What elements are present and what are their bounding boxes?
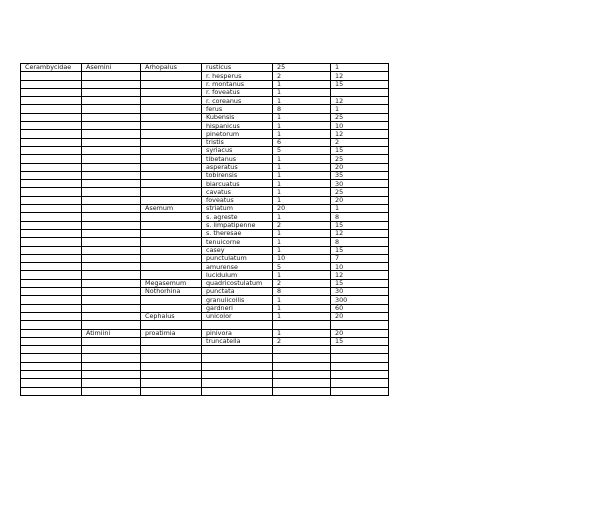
genus-cell xyxy=(141,213,202,221)
genus-cell xyxy=(141,246,202,254)
count-cell: 1 xyxy=(273,304,331,312)
family-cell xyxy=(21,146,82,154)
value-cell xyxy=(331,379,389,387)
tribe-cell xyxy=(82,246,141,254)
table-row xyxy=(21,105,389,113)
family-cell xyxy=(21,80,82,88)
table-row xyxy=(21,64,389,72)
genus-cell xyxy=(141,362,202,370)
tribe-cell xyxy=(82,130,141,138)
family-cell xyxy=(21,138,82,146)
value-cell: 25 xyxy=(331,155,389,163)
count-cell: 2 xyxy=(273,221,331,229)
species-cell: s. limpatipenne xyxy=(202,221,273,229)
genus-cell xyxy=(141,238,202,246)
table-row xyxy=(21,354,389,362)
count-cell xyxy=(273,321,331,329)
tribe-cell xyxy=(82,88,141,96)
count-cell: 1 xyxy=(273,229,331,237)
value-cell: 300 xyxy=(331,296,389,304)
species-cell: lucidulum xyxy=(202,271,273,279)
value-cell xyxy=(331,88,389,96)
count-cell: 1 xyxy=(273,97,331,105)
family-cell xyxy=(21,171,82,179)
value-cell: 35 xyxy=(331,171,389,179)
genus-cell xyxy=(141,155,202,163)
species-cell: quadricostulatum xyxy=(202,279,273,287)
family-cell xyxy=(21,221,82,229)
genus-cell xyxy=(141,196,202,204)
count-cell: 1 xyxy=(273,312,331,320)
tribe-cell xyxy=(82,263,141,271)
genus-cell xyxy=(141,113,202,121)
table-row xyxy=(21,254,389,262)
count-cell: 1 xyxy=(273,238,331,246)
species-cell: biarcuatus xyxy=(202,180,273,188)
table-row xyxy=(21,362,389,370)
count-cell xyxy=(273,379,331,387)
table-row xyxy=(21,138,389,146)
genus-cell xyxy=(141,271,202,279)
value-cell: 60 xyxy=(331,304,389,312)
family-cell xyxy=(21,130,82,138)
tribe-cell xyxy=(82,146,141,154)
count-cell: 1 xyxy=(273,163,331,171)
family-cell xyxy=(21,329,82,337)
family-cell xyxy=(21,122,82,130)
family-cell xyxy=(21,229,82,237)
genus-cell xyxy=(141,105,202,113)
table-row xyxy=(21,271,389,279)
species-cell xyxy=(202,346,273,354)
tribe-cell xyxy=(82,312,141,320)
table-row xyxy=(21,346,389,354)
value-cell: 20 xyxy=(331,196,389,204)
tribe-cell xyxy=(82,138,141,146)
genus-cell xyxy=(141,72,202,80)
tribe-cell xyxy=(82,122,141,130)
genus-cell xyxy=(141,263,202,271)
species-table xyxy=(20,63,389,396)
family-cell xyxy=(21,188,82,196)
table-row xyxy=(21,296,389,304)
count-cell: 2 xyxy=(273,279,331,287)
family-cell xyxy=(21,238,82,246)
species-cell: tobirensis xyxy=(202,171,273,179)
table-row xyxy=(21,171,389,179)
family-cell xyxy=(21,263,82,271)
species-cell: r. coreanus xyxy=(202,97,273,105)
table-row xyxy=(21,72,389,80)
table-row xyxy=(21,304,389,312)
genus-cell: Cephalus xyxy=(141,312,202,320)
value-cell: 20 xyxy=(331,329,389,337)
count-cell: 6 xyxy=(273,138,331,146)
table-row xyxy=(21,88,389,96)
tribe-cell xyxy=(82,97,141,105)
value-cell: 15 xyxy=(331,221,389,229)
tribe-cell: Atimiini xyxy=(82,329,141,337)
count-cell xyxy=(273,354,331,362)
family-cell xyxy=(21,321,82,329)
table-row xyxy=(21,205,389,213)
family-cell xyxy=(21,113,82,121)
table-row xyxy=(21,279,389,287)
genus-cell xyxy=(141,370,202,378)
tribe-cell xyxy=(82,304,141,312)
genus-cell xyxy=(141,354,202,362)
count-cell: 8 xyxy=(273,288,331,296)
genus-cell xyxy=(141,171,202,179)
count-cell: 2 xyxy=(273,337,331,345)
tribe-cell xyxy=(82,229,141,237)
species-cell: Kubensis xyxy=(202,113,273,121)
table-row xyxy=(21,288,389,296)
value-cell: 15 xyxy=(331,246,389,254)
genus-cell: Arhopalus xyxy=(141,64,202,72)
count-cell xyxy=(273,387,331,395)
species-cell: foveatus xyxy=(202,196,273,204)
table-row xyxy=(21,337,389,345)
family-cell xyxy=(21,296,82,304)
table-row xyxy=(21,238,389,246)
tribe-cell xyxy=(82,354,141,362)
table-row xyxy=(21,321,389,329)
genus-cell xyxy=(141,146,202,154)
value-cell: 20 xyxy=(331,312,389,320)
table-row xyxy=(21,188,389,196)
table-row xyxy=(21,122,389,130)
genus-cell: Megasemum xyxy=(141,279,202,287)
tribe-cell xyxy=(82,346,141,354)
value-cell: 12 xyxy=(331,229,389,237)
value-cell: 15 xyxy=(331,80,389,88)
count-cell xyxy=(273,346,331,354)
family-cell xyxy=(21,354,82,362)
species-cell xyxy=(202,362,273,370)
count-cell: 1 xyxy=(273,180,331,188)
species-cell: punctata xyxy=(202,288,273,296)
count-cell: 5 xyxy=(273,263,331,271)
species-cell: granulicollis xyxy=(202,296,273,304)
table-row xyxy=(21,221,389,229)
tribe-cell: Asemini xyxy=(82,64,141,72)
table-row xyxy=(21,229,389,237)
value-cell: 25 xyxy=(331,113,389,121)
tribe-cell xyxy=(82,105,141,113)
value-cell: 10 xyxy=(331,263,389,271)
value-cell: 8 xyxy=(331,213,389,221)
family-cell xyxy=(21,105,82,113)
family-cell xyxy=(21,155,82,163)
table-row xyxy=(21,213,389,221)
genus-cell xyxy=(141,180,202,188)
value-cell: 12 xyxy=(331,271,389,279)
species-cell: truncatella xyxy=(202,337,273,345)
species-cell: hispanicus xyxy=(202,122,273,130)
tribe-cell xyxy=(82,271,141,279)
table-row xyxy=(21,180,389,188)
species-cell: asperatus xyxy=(202,163,273,171)
genus-cell: Asemum xyxy=(141,205,202,213)
genus-cell xyxy=(141,221,202,229)
family-cell xyxy=(21,196,82,204)
value-cell: 10 xyxy=(331,122,389,130)
table-row xyxy=(21,97,389,105)
species-cell: gardneri xyxy=(202,304,273,312)
tribe-cell xyxy=(82,254,141,262)
value-cell xyxy=(331,354,389,362)
family-cell xyxy=(21,213,82,221)
species-cell: s. agreste xyxy=(202,213,273,221)
family-cell xyxy=(21,362,82,370)
genus-cell xyxy=(141,80,202,88)
genus-cell xyxy=(141,337,202,345)
tribe-cell xyxy=(82,196,141,204)
value-cell: 15 xyxy=(331,146,389,154)
value-cell xyxy=(331,387,389,395)
family-cell xyxy=(21,163,82,171)
species-cell: r. montanus xyxy=(202,80,273,88)
table-row xyxy=(21,387,389,395)
tribe-cell xyxy=(82,387,141,395)
table-row xyxy=(21,146,389,154)
species-cell xyxy=(202,354,273,362)
tribe-cell xyxy=(82,72,141,80)
table-row xyxy=(21,130,389,138)
table-row xyxy=(21,196,389,204)
value-cell xyxy=(331,321,389,329)
family-cell xyxy=(21,337,82,345)
count-cell: 1 xyxy=(273,196,331,204)
value-cell xyxy=(331,370,389,378)
count-cell: 1 xyxy=(273,188,331,196)
species-cell: pinetorum xyxy=(202,130,273,138)
count-cell: 1 xyxy=(273,88,331,96)
tribe-cell xyxy=(82,80,141,88)
tribe-cell xyxy=(82,288,141,296)
count-cell: 5 xyxy=(273,146,331,154)
tribe-cell xyxy=(82,321,141,329)
family-cell xyxy=(21,370,82,378)
tribe-cell xyxy=(82,296,141,304)
family-cell xyxy=(21,279,82,287)
species-cell: rusticus xyxy=(202,64,273,72)
count-cell: 10 xyxy=(273,254,331,262)
count-cell: 8 xyxy=(273,105,331,113)
count-cell: 1 xyxy=(273,155,331,163)
table-row xyxy=(21,246,389,254)
value-cell: 2 xyxy=(331,138,389,146)
tribe-cell xyxy=(82,113,141,121)
count-cell: 1 xyxy=(273,271,331,279)
tribe-cell xyxy=(82,188,141,196)
genus-cell xyxy=(141,163,202,171)
count-cell: 1 xyxy=(273,130,331,138)
genus-cell xyxy=(141,229,202,237)
species-cell xyxy=(202,370,273,378)
value-cell: 1 xyxy=(331,105,389,113)
value-cell: 1 xyxy=(331,205,389,213)
genus-cell: Nothorhina xyxy=(141,288,202,296)
table-row xyxy=(21,329,389,337)
tribe-cell xyxy=(82,370,141,378)
tribe-cell xyxy=(82,180,141,188)
table-row xyxy=(21,263,389,271)
genus-cell xyxy=(141,88,202,96)
species-cell: amurense xyxy=(202,263,273,271)
species-cell xyxy=(202,379,273,387)
table-row xyxy=(21,370,389,378)
table-row xyxy=(21,312,389,320)
tribe-cell xyxy=(82,171,141,179)
table-row xyxy=(21,155,389,163)
family-cell xyxy=(21,205,82,213)
species-cell: striatum xyxy=(202,205,273,213)
count-cell: 2 xyxy=(273,72,331,80)
species-cell: casey xyxy=(202,246,273,254)
genus-cell xyxy=(141,97,202,105)
genus-cell xyxy=(141,138,202,146)
value-cell: 7 xyxy=(331,254,389,262)
family-cell xyxy=(21,97,82,105)
family-cell xyxy=(21,88,82,96)
count-cell: 1 xyxy=(273,296,331,304)
genus-cell xyxy=(141,122,202,130)
family-cell xyxy=(21,271,82,279)
family-cell xyxy=(21,246,82,254)
genus-cell xyxy=(141,346,202,354)
tribe-cell xyxy=(82,379,141,387)
tribe-cell xyxy=(82,213,141,221)
value-cell: 20 xyxy=(331,163,389,171)
genus-cell xyxy=(141,387,202,395)
tribe-cell xyxy=(82,163,141,171)
value-cell: 30 xyxy=(331,288,389,296)
species-cell: s. theresae xyxy=(202,229,273,237)
family-cell xyxy=(21,288,82,296)
genus-cell xyxy=(141,296,202,304)
table-row xyxy=(21,379,389,387)
value-cell xyxy=(331,346,389,354)
species-cell: cavatus xyxy=(202,188,273,196)
value-cell: 15 xyxy=(331,337,389,345)
tribe-cell xyxy=(82,205,141,213)
species-cell: punctulatum xyxy=(202,254,273,262)
count-cell: 1 xyxy=(273,213,331,221)
count-cell xyxy=(273,370,331,378)
value-cell: 25 xyxy=(331,188,389,196)
species-cell xyxy=(202,321,273,329)
count-cell: 1 xyxy=(273,80,331,88)
table-row xyxy=(21,80,389,88)
count-cell: 1 xyxy=(273,171,331,179)
tribe-cell xyxy=(82,155,141,163)
species-cell: ferus xyxy=(202,105,273,113)
tribe-cell xyxy=(82,337,141,345)
species-cell: tenuicorne xyxy=(202,238,273,246)
count-cell xyxy=(273,362,331,370)
genus-cell xyxy=(141,379,202,387)
count-cell: 20 xyxy=(273,205,331,213)
family-cell xyxy=(21,379,82,387)
value-cell: 12 xyxy=(331,130,389,138)
genus-cell xyxy=(141,321,202,329)
table-body xyxy=(21,64,389,396)
species-cell xyxy=(202,387,273,395)
family-cell xyxy=(21,254,82,262)
tribe-cell xyxy=(82,362,141,370)
genus-cell: proatimia xyxy=(141,329,202,337)
count-cell: 1 xyxy=(273,113,331,121)
family-cell xyxy=(21,72,82,80)
family-cell xyxy=(21,346,82,354)
family-cell: Cerambycidae xyxy=(21,64,82,72)
tribe-cell xyxy=(82,221,141,229)
species-cell: syriacus xyxy=(202,146,273,154)
family-cell xyxy=(21,312,82,320)
species-cell: r. hesperus xyxy=(202,72,273,80)
genus-cell xyxy=(141,130,202,138)
tribe-cell xyxy=(82,238,141,246)
family-cell xyxy=(21,387,82,395)
species-cell: r. foveatus xyxy=(202,88,273,96)
value-cell: 1 xyxy=(331,64,389,72)
species-cell: tristis xyxy=(202,138,273,146)
count-cell: 1 xyxy=(273,329,331,337)
value-cell: 8 xyxy=(331,238,389,246)
family-cell xyxy=(21,180,82,188)
count-cell: 1 xyxy=(273,246,331,254)
family-cell xyxy=(21,304,82,312)
table-row xyxy=(21,163,389,171)
tribe-cell xyxy=(82,279,141,287)
table-row xyxy=(21,113,389,121)
value-cell xyxy=(331,362,389,370)
count-cell: 1 xyxy=(273,122,331,130)
species-cell: pinivora xyxy=(202,329,273,337)
genus-cell xyxy=(141,188,202,196)
value-cell: 15 xyxy=(331,279,389,287)
value-cell: 12 xyxy=(331,72,389,80)
genus-cell xyxy=(141,304,202,312)
species-cell: tibetanus xyxy=(202,155,273,163)
value-cell: 30 xyxy=(331,180,389,188)
species-cell: unicolor xyxy=(202,312,273,320)
count-cell: 25 xyxy=(273,64,331,72)
genus-cell xyxy=(141,254,202,262)
value-cell: 12 xyxy=(331,97,389,105)
